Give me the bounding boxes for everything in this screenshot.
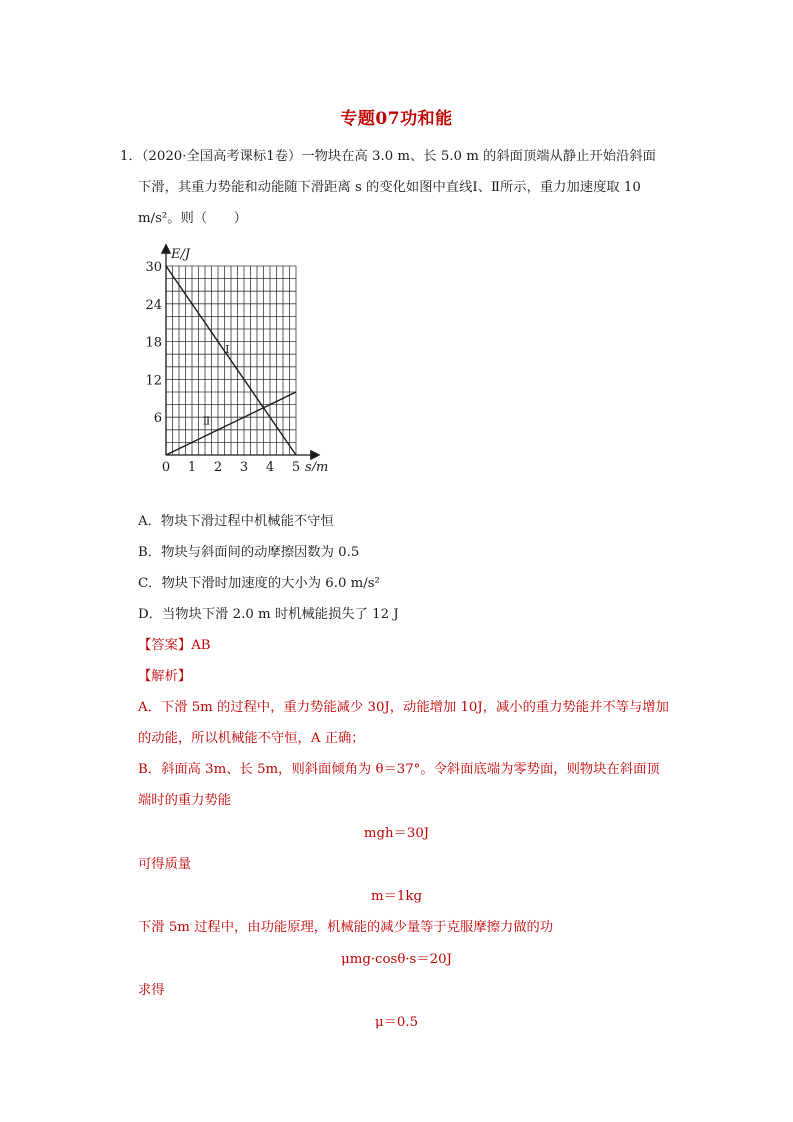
answer-value: AB — [191, 638, 211, 653]
answer-label: 【答案】 — [138, 638, 192, 653]
energy-chart — [130, 236, 350, 471]
equation-4: μ＝0.5 — [374, 1015, 419, 1030]
analysis-get-text: 求得 — [138, 983, 165, 998]
y-axis-label: E/J — [171, 247, 191, 262]
series-label-1: Ⅰ — [225, 342, 230, 356]
analysis-b-line-1: B．斜面高 3m、长 5m，则斜面倾角为 θ＝37°。令斜面底端为零势面，则物块在斜面顶 — [138, 762, 660, 777]
y-tick-label: 12 — [145, 373, 162, 389]
option-b: B．物块与斜面间的动摩擦因数为 0.5 — [138, 545, 360, 560]
option-c: C．物块下滑时加速度的大小为 6.0 m/s² — [138, 576, 380, 591]
question-line-3: m/s²。则（ ） — [138, 211, 248, 226]
x-tick-label: 1 — [187, 460, 197, 471]
analysis-label: 【解析】 — [138, 669, 192, 684]
analysis-mass-text: 可得质量 — [138, 857, 192, 872]
question-line-2: 下滑，其重力势能和动能随下滑距离 s 的变化如图中直线Ⅰ、Ⅱ所示，重力加速度取 10 — [138, 180, 641, 195]
answer-row — [138, 634, 211, 653]
page-title: 专题07功和能 — [340, 109, 453, 129]
analysis-work-text: 下滑 5m 过程中，由功能原理，机械能的减少量等于克服摩擦力做的功 — [138, 920, 554, 935]
analysis-a-line-2: 的动能，所以机械能不守恒，A 正确； — [138, 731, 365, 746]
x-tick-label: 0 — [161, 460, 171, 471]
equation-2: m＝1kg — [371, 889, 422, 904]
question-line-1: 1．（2020·全国高考课标1卷）一物块在高 3.0 m、长 5.0 m 的斜面顶端从静止开始沿斜面 — [120, 149, 656, 164]
x-tick-label: 2 — [213, 460, 223, 471]
x-tick-label: 3 — [239, 460, 249, 471]
y-tick-label: 30 — [145, 260, 162, 275]
y-tick-label: 6 — [153, 411, 162, 427]
x-axis-label: s/m — [305, 460, 329, 471]
analysis-b-line-2: 端时的重力势能 — [138, 793, 232, 808]
series-label-2: Ⅱ — [202, 414, 211, 428]
option-a: A．物块下滑过程中机械能不守恒 — [138, 514, 334, 529]
x-tick-label: 5 — [291, 460, 301, 471]
y-tick-label: 18 — [145, 335, 162, 351]
y-tick-label: 24 — [145, 297, 162, 313]
analysis-a-line-1: A．下滑 5m 的过程中，重力势能减少 30J，动能增加 10J，减小的重力势能并不等与增加 — [138, 700, 669, 715]
x-tick-label: 4 — [265, 460, 275, 471]
option-d: D．当物块下滑 2.0 m 时机械能损失了 12 J — [138, 607, 399, 622]
equation-3: μmg·cosθ·s＝20J — [341, 952, 452, 967]
equation-1: mgh＝30J — [363, 826, 430, 841]
